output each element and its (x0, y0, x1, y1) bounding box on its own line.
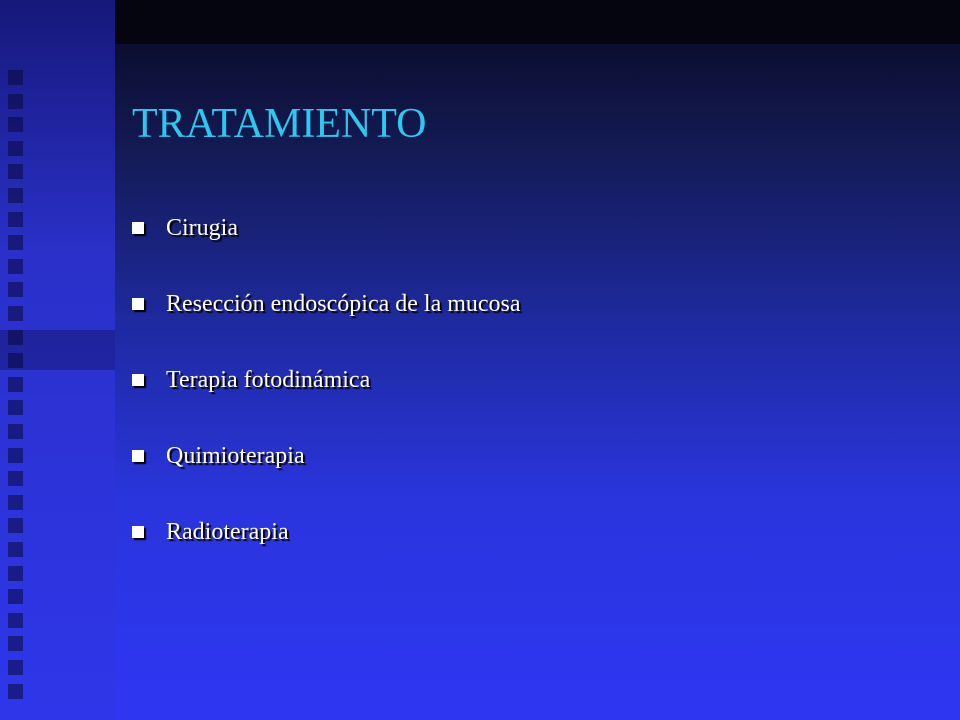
decorative-square (8, 660, 23, 675)
bullet-item-quimioterapia (132, 436, 521, 512)
decorative-square (8, 471, 23, 486)
decorative-square (8, 684, 23, 699)
decorative-square (8, 212, 23, 227)
left-decorative-strip (0, 0, 115, 720)
square-bullet-icon (132, 374, 144, 386)
slide-title: TRATAMIENTO (132, 101, 427, 147)
bullet-item-cirugia (132, 208, 521, 284)
decorative-square (8, 495, 23, 510)
square-bullet-icon (132, 526, 144, 538)
bullet-text: Radioterapia (166, 519, 289, 545)
decorative-square (8, 424, 23, 439)
decorative-square (8, 94, 23, 109)
bullet-text: Terapia fotodinámica (166, 367, 371, 393)
bullet-item-reseccion (132, 284, 521, 360)
decorative-square (8, 589, 23, 604)
decorative-square (8, 330, 23, 345)
decorative-square (8, 306, 23, 321)
decorative-square (8, 448, 23, 463)
decorative-square (8, 282, 23, 297)
decorative-square (8, 377, 23, 392)
decorative-square (8, 259, 23, 274)
decorative-square (8, 117, 23, 132)
decorative-square (8, 353, 23, 368)
bullet-text: Quimioterapia (166, 443, 305, 469)
decorative-square (8, 141, 23, 156)
bullet-item-radioterapia (132, 512, 521, 588)
decorative-square (8, 70, 23, 85)
top-band (115, 0, 960, 44)
decorative-square (8, 188, 23, 203)
decorative-square (8, 518, 23, 533)
bullet-list (132, 208, 521, 588)
decorative-square (8, 613, 23, 628)
decorative-square (8, 542, 23, 557)
decorative-square-column (8, 70, 26, 720)
bullet-item-terapia (132, 360, 521, 436)
bullet-text: Resección endoscópica de la mucosa (166, 291, 521, 317)
bullet-text: Cirugia (166, 215, 238, 241)
square-bullet-icon (132, 450, 144, 462)
decorative-square (8, 235, 23, 250)
decorative-square (8, 636, 23, 651)
decorative-square (8, 164, 23, 179)
square-bullet-icon (132, 222, 144, 234)
decorative-square (8, 400, 23, 415)
square-bullet-icon (132, 298, 144, 310)
decorative-square (8, 566, 23, 581)
